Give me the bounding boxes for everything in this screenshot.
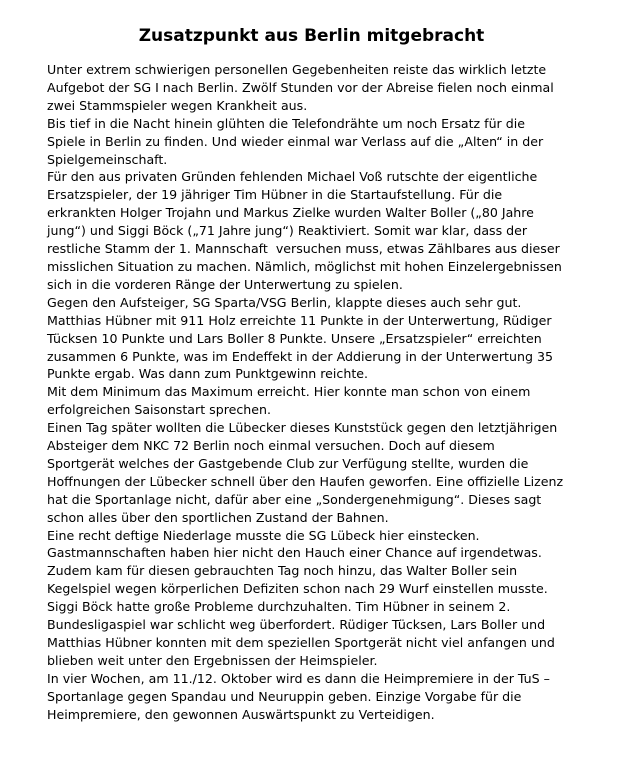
article-text-line: restliche Stamm der 1. Mannschaft versuchen muss, etwas Zählbares aus dieser [47, 241, 560, 257]
article-text-line: Tücksen 10 Punkte und Lars Boller 8 Punkte. Unsere „Ersatzspieler“ erreichten [47, 330, 542, 346]
article-text-line: misslichen Situation zu machen. Nämlich, möglichst mit hohen Einzelergebnissen [47, 258, 562, 274]
article-text-line: hat die Sportanlage nicht, dafür aber eine „Sondergenehmigung“. Dieses sagt [47, 491, 542, 507]
article-text-line: Einen Tag später wollten die Lübecker dieses Kunststück gegen den letztjährigen [47, 420, 558, 436]
article-text-line: Matthias Hübner konnten mit dem speziellen Sportgerät nicht viel anfangen und [47, 635, 555, 650]
article-text-line: Matthias Hübner mit 911 Holz erreichte 11 Punkte in der Unterwertung, Rüdiger [47, 312, 552, 328]
article-text-line: Ersatzspieler, der 19 jähriger Tim Hübner in die Startaufstellung. Für die [47, 187, 503, 203]
article-text-line: Siggi Böck hatte große Probleme durchzuhalten. Tim Hübner in seinem 2. [47, 599, 511, 615]
article-text-line: sich in die vorderen Ränge der Unterwertung zu spielen. [47, 276, 403, 292]
article-text-line: Bundesligaspiel war schlicht weg überfordert. Rüdiger Tücksen, Lars Boller und [47, 617, 546, 633]
article-text-line: Unter extrem schwierigen personellen Gegebenheiten reiste das wirklich letzte [47, 62, 547, 77]
article-title: Zusatzpunkt aus Berlin mitgebracht [138, 26, 485, 46]
article-text-line: Punkte ergab. Was dann zum Punktgewinn reichte. [47, 366, 369, 382]
article-text-line: Spiele in Berlin zu finden. Und wieder einmal war Verlass auf die „Alten“ in der [47, 133, 544, 149]
article-text-line: zwei Stammspieler wegen Krankheit aus. [47, 97, 308, 113]
article-text-line: Gastmannschaften haben hier nicht den Hauch einer Chance auf irgendetwas. [47, 545, 542, 561]
article-text-line: Sportgerät welches der Gastgebende Club zur Verfügung stellte, wurden die [47, 455, 529, 471]
article-text-line: In vier Wochen, am 11./12. Oktober wird es dann die Heimpremiere in der TuS – [47, 670, 550, 686]
article-text-line: Sportanlage gegen Spandau und Neuruppin geben. Einzige Vorgabe für die [47, 688, 522, 704]
article-text-line: zusammen 6 Punkte, was im Endeffekt in der Addierung in der Unterwertung 35 [47, 348, 553, 364]
article-text-line: Hoffnungen der Lübecker schnell über den Haufen geworfen. Eine offizielle Lizenz [47, 473, 564, 489]
article-text-line: erfolgreichen Saisonstart sprechen. [47, 402, 271, 418]
article-text-line: Aufgebot der SG I nach Berlin. Zwölf Stunden vor der Abreise fielen noch einmal [47, 79, 554, 95]
article-text-line: Gegen den Aufsteiger, SG Sparta/VSG Berlin, klappte dieses auch sehr gut. [47, 294, 522, 310]
article-text-line: Eine recht deftige Niederlage musste die SG Lübeck hier einstecken. [47, 527, 480, 543]
article-text-line: Heimpremiere, den gewonnen Auswärtspunkt zu Verteidigen. [47, 706, 435, 722]
article-text-line: Kegelspiel wegen körperlichen Defiziten schon nach 29 Wurf einstellen musste. [47, 581, 548, 597]
article-text-line: erkrankten Holger Trojahn und Markus Zielke wurden Walter Boller („80 Jahre [47, 205, 534, 221]
article-text-line: blieben weit unter den Ergebnissen der Heimspieler. [47, 652, 378, 668]
article-text-line: Für den aus privaten Gründen fehlenden Michael Voß rutschte der eigentliche [47, 169, 538, 185]
article-body [47, 61, 607, 724]
article-text-line: Bis tief in die Nacht hinein glühten die Telefondrähte um noch Ersatz für die [47, 115, 525, 131]
article-text-line: Absteiger dem NKC 72 Berlin noch einmal versuchen. Doch auf diesem [47, 438, 495, 454]
article-text-line: schon alles über den sportlichen Zustand der Bahnen. [47, 509, 389, 525]
article-text-line: Zudem kam für diesen gebrauchten Tag noch hinzu, das Walter Boller sein [47, 563, 518, 579]
article-text-line: Spielgemeinschaft. [47, 151, 168, 167]
article-text-line: jung“) und Siggi Böck („71 Jahre jung“) Reaktiviert. Somit war klar, dass der [47, 223, 528, 239]
article-text-line: Mit dem Minimum das Maximum erreicht. Hier konnte man schon von einem [47, 384, 531, 400]
